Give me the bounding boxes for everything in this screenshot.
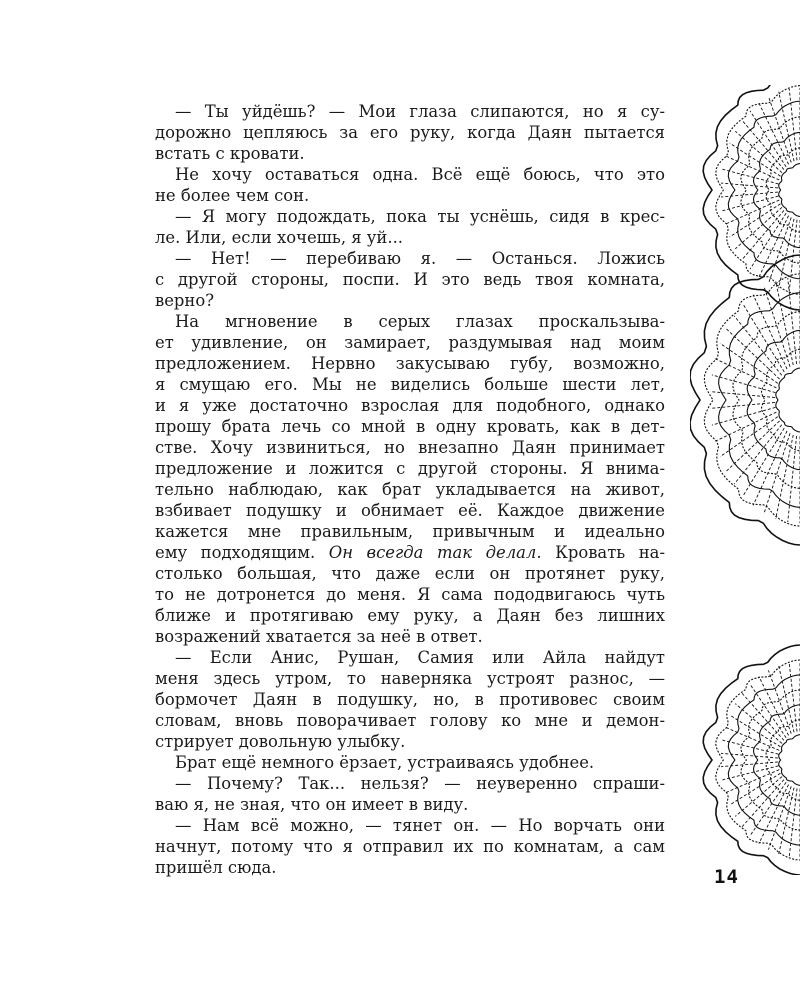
mandala-ornament-icon xyxy=(690,255,800,545)
text-line: предложение и ложится с другой стороны. Я внима- xyxy=(155,459,665,478)
text-span: ему подходящим. xyxy=(155,543,329,562)
text-line: я смущаю его. Мы не виделись больше шести лет, xyxy=(155,375,665,394)
text-line: дорожно цепляюсь за его руку, когда Даян пытается xyxy=(155,123,665,142)
text-line: не более чем сон. xyxy=(155,186,310,205)
text-line: — Почему? Так... нельзя? — неуверенно спраши- xyxy=(175,774,665,793)
text-line: Брат ещё немного ёрзает, устраиваясь удобнее. xyxy=(175,753,595,772)
text-line: — Нет! — перебиваю я. — Останься. Ложись xyxy=(175,249,665,268)
text-line: столько большая, что даже если он протянет руку, xyxy=(155,564,665,583)
text-line: верно? xyxy=(155,291,214,310)
text-line: стрирует довольную улыбку. xyxy=(155,732,406,751)
mandala-ornaments xyxy=(690,85,800,875)
text-line: кажется мне правильным, привычным и идеально xyxy=(155,522,665,541)
text-line: и я уже достаточно взрослая для подобного, однако xyxy=(155,396,665,415)
text-line: ле. Или, если хочешь, я уй... xyxy=(155,228,403,247)
text-line: встать с кровати. xyxy=(155,144,305,163)
text-line: меня здесь утром, то наверняка устроят разнос, — xyxy=(155,669,665,688)
mandala-ornament-icon xyxy=(703,645,800,875)
text-line: — Я могу подождать, пока ты уснёшь, сидя в крес- xyxy=(175,207,665,226)
text-line: предложением. Нервно закусываю губу, возможно, xyxy=(155,354,665,373)
page-number: 14 xyxy=(714,866,739,888)
text-line: стве. Хочу извиниться, но внезапно Даян принимает xyxy=(155,438,665,457)
text-line: то не дотронется до меня. Я сама пододвигаюсь чуть xyxy=(155,585,665,604)
text-line: возражений хватается за неё в ответ. xyxy=(155,627,483,646)
text-line: словам, вновь поворачивает голову ко мне и демон- xyxy=(155,711,665,730)
text-line xyxy=(155,542,665,563)
text-line: — Ты уйдёшь? — Мои глаза слипаются, но я су- xyxy=(175,102,665,121)
mandala-ornament-icon xyxy=(703,85,800,310)
text-line: взбивает подушку и обнимает её. Каждое движение xyxy=(155,501,665,520)
text-line: прошу брата лечь со мной в одну кровать, как в дет- xyxy=(155,417,665,436)
text-line: ет удивление, он замирает, раздумывая над моим xyxy=(155,333,665,352)
body-text xyxy=(155,101,665,878)
text-line: тельно наблюдаю, как брат укладывается на живот, xyxy=(155,480,665,499)
text-line: пришёл сюда. xyxy=(155,858,277,877)
text-span: Кровать на- xyxy=(541,543,665,562)
text-line: — Нам всё можно, — тянет он. — Но ворчать они xyxy=(175,816,665,835)
text-line: На мгновение в серых глазах проскальзыва- xyxy=(175,312,665,331)
text-line: бормочет Даян в подушку, но, в противовес своим xyxy=(155,690,665,709)
text-line: ближе и протягиваю ему руку, а Даян без лишних xyxy=(155,606,665,625)
text-line: Не хочу оставаться одна. Всё ещё боюсь, что это xyxy=(175,165,665,184)
italic-phrase: Он всегда так делал. xyxy=(328,543,542,562)
text-line: начнут, потому что я отправил их по комнатам, а сам xyxy=(155,837,665,856)
text-line: ваю я, не зная, что он имеет в виду. xyxy=(155,795,469,814)
text-line: с другой стороны, поспи. И это ведь твоя комната, xyxy=(155,270,665,289)
text-line: — Если Анис, Рушан, Самия или Айла найдут xyxy=(175,648,665,667)
